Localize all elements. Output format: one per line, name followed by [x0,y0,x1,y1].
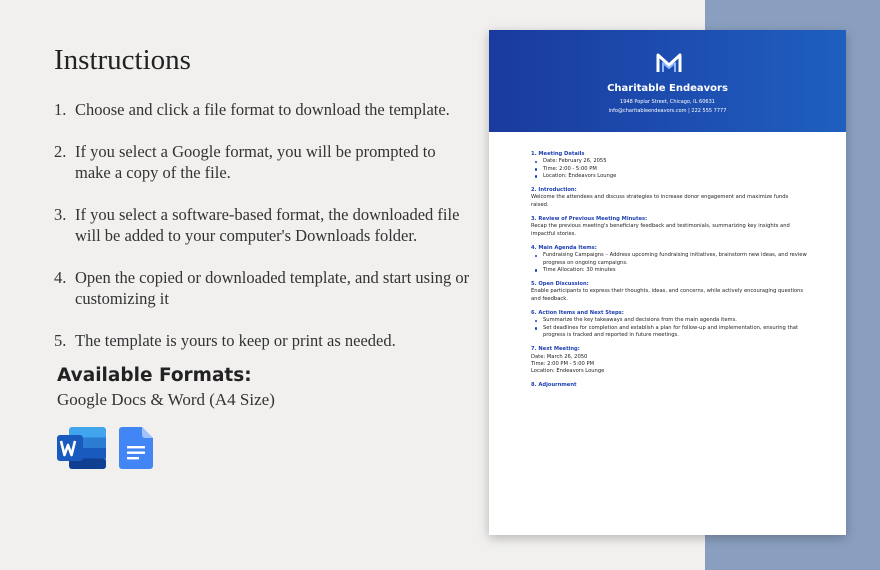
agenda-section [531,216,807,238]
document-header [489,30,846,132]
section-title: 4. Main Agenda Items: [531,244,597,251]
section-title: 6. Action Items and Next Steps: [531,310,624,317]
section-title: 3. Review of Previous Meeting Minutes: [531,216,648,223]
microsoft-word-icon[interactable] [57,427,107,469]
section-title: 8. Adjournment [531,382,577,389]
section-text: Welcome the attendees and discuss strategies to increase donor engagement and maximize funds raised. [531,194,789,208]
available-formats-value: Google Docs & Word (A4 Size) [57,390,275,409]
agenda-section [531,151,807,180]
agenda-section [531,245,807,274]
list-item: Location: Endeavors Lounge [543,173,807,180]
available-formats-heading: Available Formats: [57,365,252,386]
format-icons [57,427,474,469]
instruction-step: 3. If you select a software-based format, the downloaded file will be added to your computer's Downloads folder. [54,205,460,245]
agenda-section [531,382,807,389]
agenda-section [531,187,807,209]
instructions-list [54,99,474,351]
section-line: Location: Endeavors Lounge [531,368,605,375]
organization-name: Charitable Endeavors [607,83,728,94]
list-item: Summarize the key takeaways and decisions from the main agenda items. [543,317,807,324]
agenda-section [531,310,807,339]
list-item: Time: 2:00 - 5:00 PM [543,166,807,173]
google-docs-icon[interactable] [119,427,153,469]
section-line: Date: March 26, 2050 [531,353,588,360]
instruction-step: 1. Choose and click a file format to download the template. [54,100,450,119]
section-title: 2. Introduction: [531,187,577,194]
agenda-section [531,346,807,375]
list-item: Date: February 26, 2055 [543,158,807,165]
agenda-section [531,281,807,303]
section-text: Enable participants to express their thoughts, ideas, and concerns, while actively encouraging questions and feedback. [531,288,804,302]
organization-contact: info@charitableendeavors.com | 222 555 7777 [608,108,727,114]
document-preview [489,30,846,535]
section-text: Recap the previous meeting's beneficiary feedback and testimonials, summarizing key insights and impactful stories. [531,223,790,237]
instructions-title: Instructions [54,44,191,76]
section-title: 7. Next Meeting: [531,346,580,353]
section-title: 1. Meeting Details [531,151,585,157]
instructions-panel [54,44,474,469]
organization-logo [656,52,682,74]
instruction-step: 2. If you select a Google format, you will be prompted to make a copy of the file. [54,142,436,182]
section-title: 5. Open Discussion: [531,281,589,288]
organization-address: 1948 Poplar Street, Chicago, IL 60631 [620,99,715,105]
instruction-step: 4. Open the copied or downloaded template, and start using or customizing it [54,268,470,308]
list-item: Set deadlines for completion and establish a plan for follow-up and implementation, ensuring that progress is tracked and reported in future meetings. [543,325,807,340]
document-body [531,151,807,397]
list-item: Time Allocation: 30 minutes [543,267,807,274]
instruction-step: 5. The template is yours to keep or print as needed. [54,331,396,350]
list-item: Fundraising Campaigns – Address upcoming fundraising initiatives, brainstorm new ideas, and review progress on ongoing campaigns. [543,252,807,266]
section-line: Time: 2:00 PM - 5:00 PM [531,360,595,367]
